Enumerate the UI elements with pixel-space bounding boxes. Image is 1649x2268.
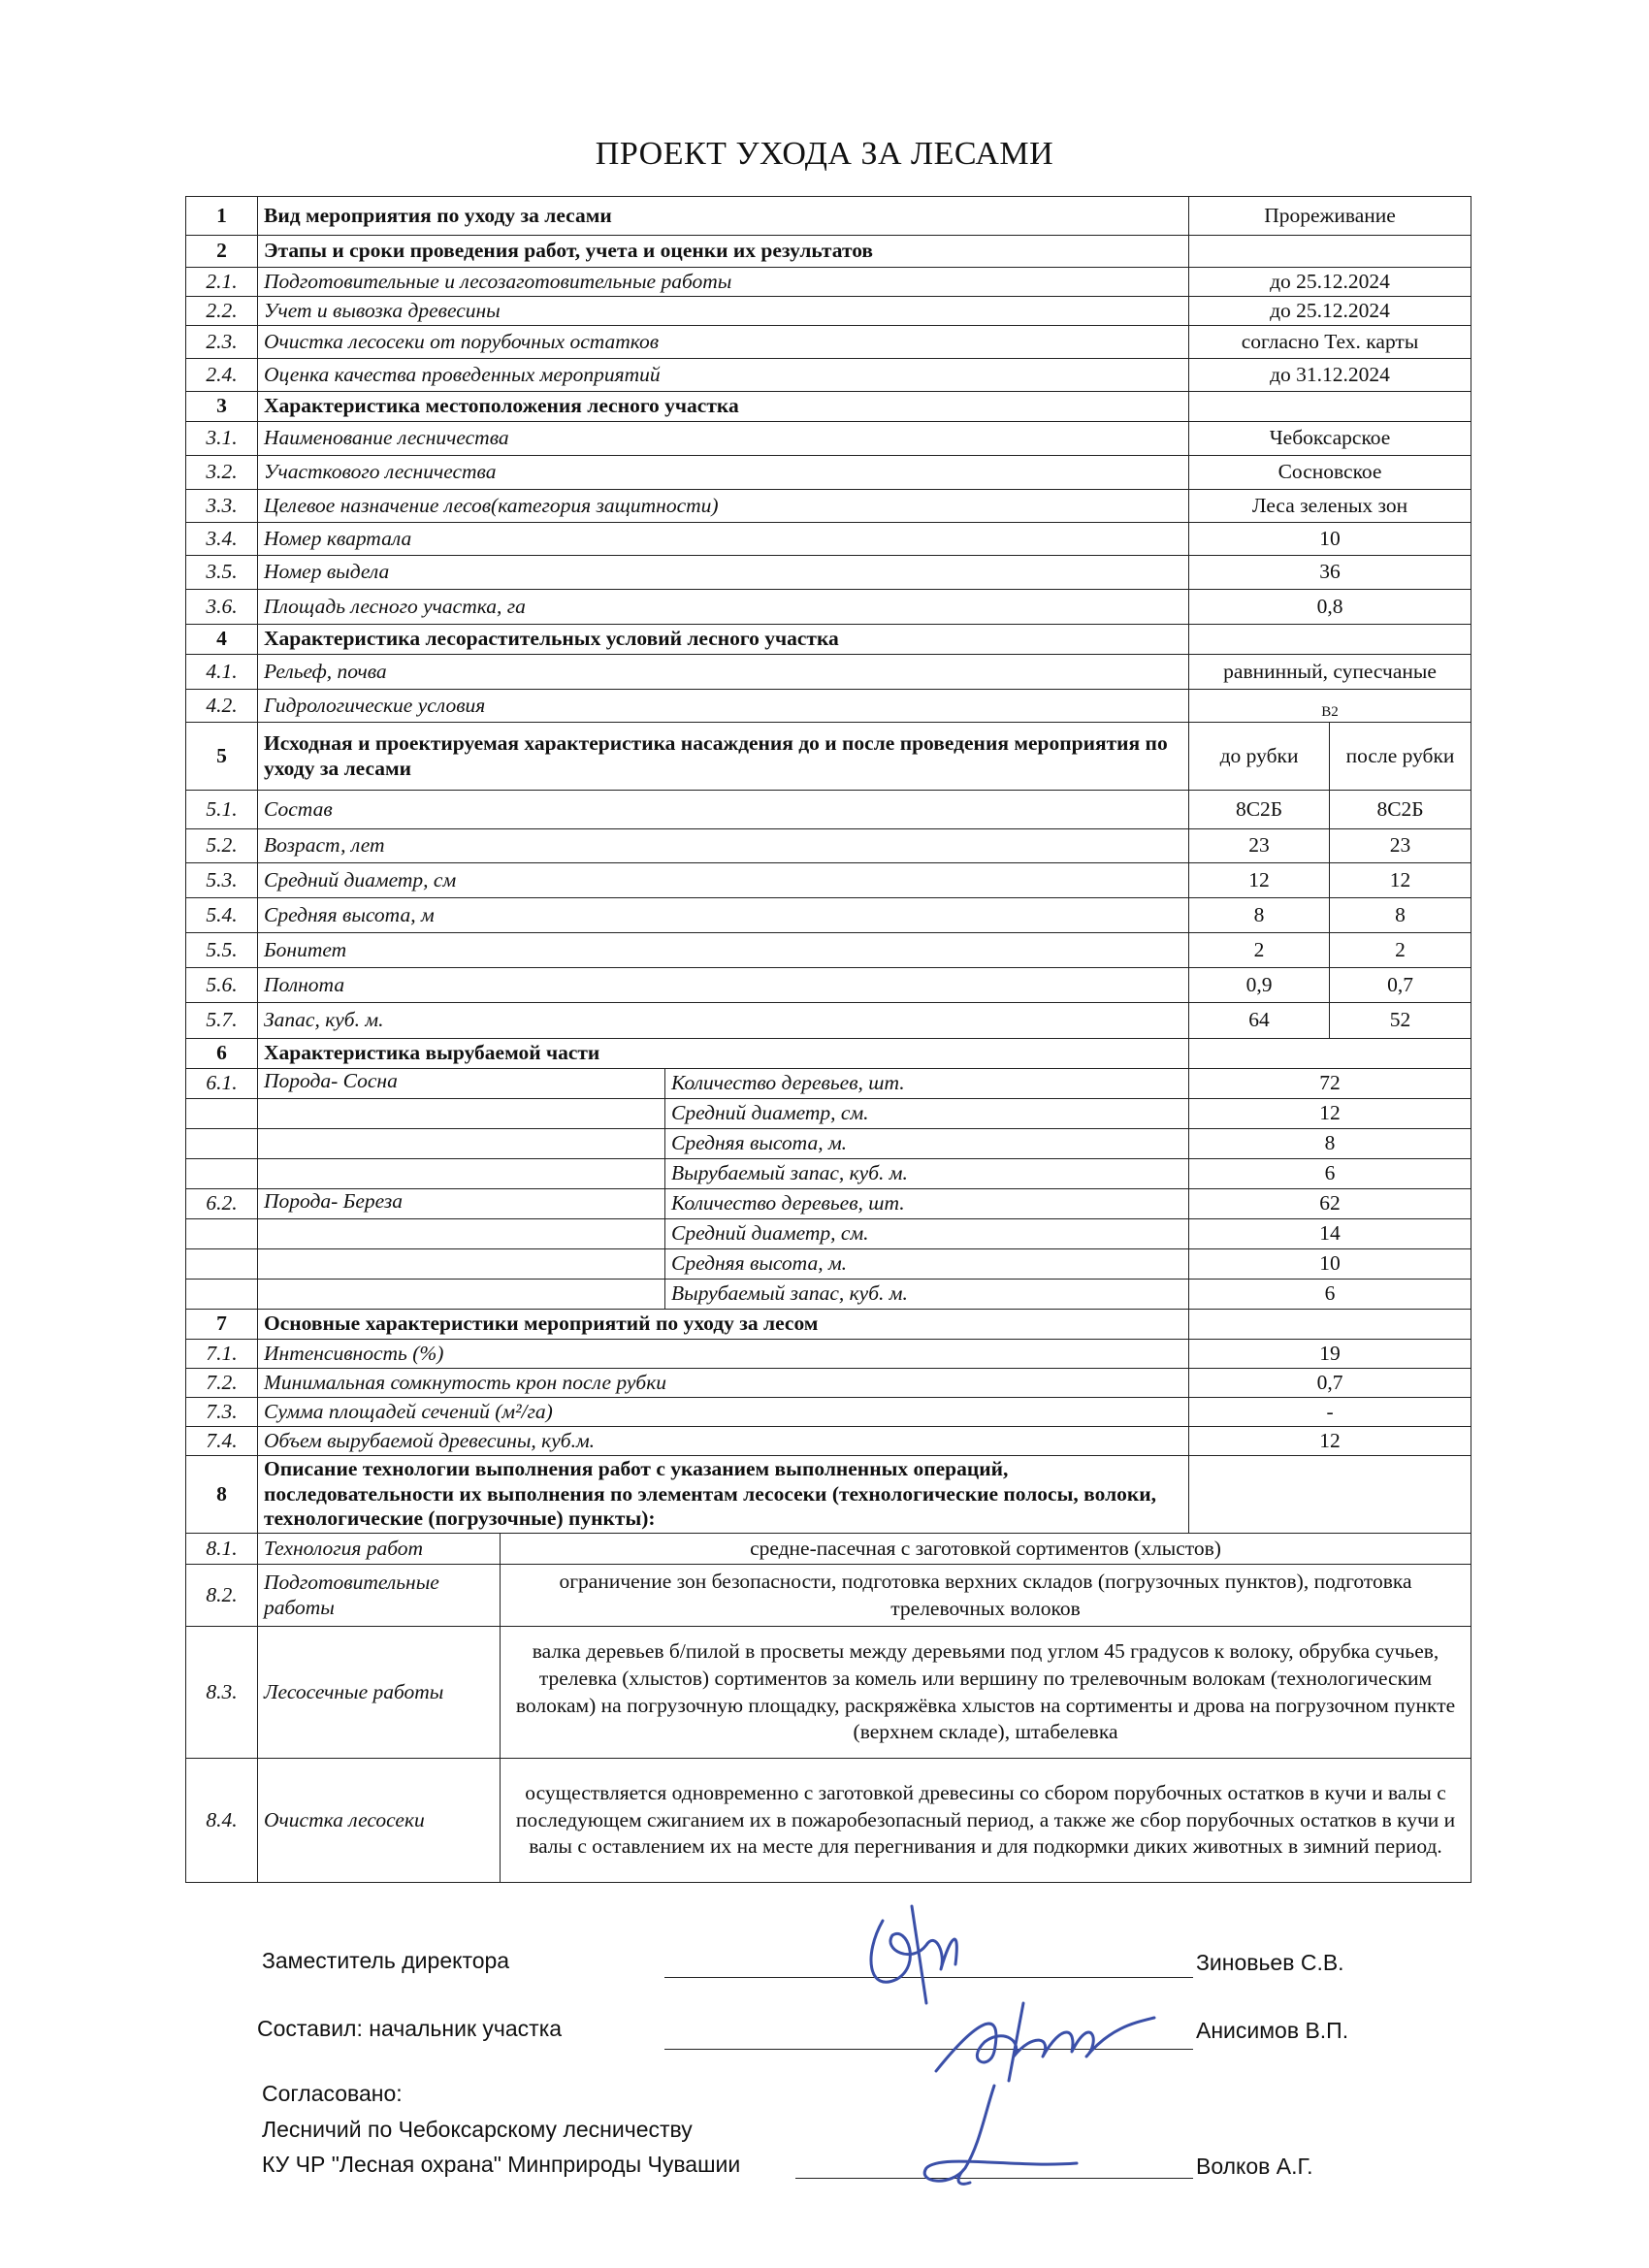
row-label: Интенсивность (%) (258, 1340, 1189, 1369)
table-cell (258, 1280, 665, 1310)
row-label: Целевое назначение лесов(категория защитности) (258, 490, 1189, 523)
value-before: 0,9 (1189, 968, 1330, 1003)
section-header-row (186, 1039, 1471, 1069)
value-after: 23 (1330, 829, 1471, 863)
row-number: 8.2. (186, 1565, 258, 1627)
section-title: Исходная и проектируемая характеристика насаждения до и после проведения мероприятия по уходу за лесами (258, 723, 1189, 791)
row-number: 2.3. (186, 326, 258, 359)
table-cell (1189, 236, 1471, 268)
row-value: Леса зеленых зон (1189, 490, 1471, 523)
param-value: 62 (1189, 1189, 1471, 1219)
row-label: Объем вырубаемой древесины, куб.м. (258, 1427, 1189, 1456)
approved-signature-scribble (897, 2076, 1091, 2202)
param-label: Средний диаметр, см. (665, 1099, 1189, 1129)
data-row (186, 297, 1471, 326)
row-number: 5.1. (186, 791, 258, 829)
row-label: Номер квартала (258, 523, 1189, 556)
param-value: 10 (1189, 1249, 1471, 1280)
data-row (186, 1249, 1471, 1280)
section-header-row (186, 1310, 1471, 1340)
param-value: 8 (1189, 1129, 1471, 1159)
data-row (186, 863, 1471, 898)
row-number: 3.4. (186, 523, 258, 556)
row-label: Лесосечные работы (258, 1627, 501, 1759)
table-cell (258, 1129, 665, 1159)
row-label: Подготовительные работы (258, 1565, 501, 1627)
row-number: 4.1. (186, 655, 258, 690)
value-after: 52 (1330, 1003, 1471, 1039)
table-cell (186, 1280, 258, 1310)
row-label: Бонитет (258, 933, 1189, 968)
row-label: Очистка лесосеки от порубочных остатков (258, 326, 1189, 359)
row-number: 7.4. (186, 1427, 258, 1456)
row-number: 8.3. (186, 1627, 258, 1759)
data-row (186, 1534, 1471, 1565)
section-title: Вид мероприятия по уходу за лесами (258, 197, 1189, 236)
table-cell (186, 1099, 258, 1129)
row-label: Сумма площадей сечений (м²/га) (258, 1398, 1189, 1427)
row-number: 7.2. (186, 1369, 258, 1398)
section-title: Характеристика местоположения лесного участка (258, 392, 1189, 422)
row-value: осуществляется одновременно с заготовкой древесины со сбором порубочных остатков в кучи и валы с последующем сжиганием их в пожаробезопасный период, а также же сбор порубочных остатков в кучи и валы с оставлением их на месте для перегнивания и для подкормки диких животных в зимний период. (501, 1759, 1471, 1883)
row-value: 10 (1189, 523, 1471, 556)
section-number: 4 (186, 625, 258, 655)
compiler-signature-scribble (917, 1984, 1169, 2090)
table-cell (258, 1219, 665, 1249)
param-label: Вырубаемый запас, куб. м. (665, 1280, 1189, 1310)
value-before: 2 (1189, 933, 1330, 968)
row-number: 8.4. (186, 1759, 258, 1883)
table-cell (186, 1249, 258, 1280)
row-value: Сосновское (1189, 456, 1471, 490)
section-title: Основные характеристики мероприятий по уходу за лесом (258, 1310, 1189, 1340)
row-number: 5.4. (186, 898, 258, 933)
param-value: 6 (1189, 1280, 1471, 1310)
row-label: Минимальная сомкнутость крон после рубки (258, 1369, 1189, 1398)
param-value: 12 (1189, 1099, 1471, 1129)
data-row (186, 1369, 1471, 1398)
row-value: согласно Тех. карты (1189, 326, 1471, 359)
value-before: 8 (1189, 898, 1330, 933)
row-number: 3.5. (186, 556, 258, 590)
row-label: Учет и вывозка древесины (258, 297, 1189, 326)
data-row (186, 655, 1471, 690)
row-number: 5.6. (186, 968, 258, 1003)
row-value: равнинный, супесчаные (1189, 655, 1471, 690)
data-row (186, 791, 1471, 829)
row-number: 3.6. (186, 590, 258, 625)
data-row (186, 1280, 1471, 1310)
table-cell (186, 1159, 258, 1189)
value-before: 23 (1189, 829, 1330, 863)
section-number: 8 (186, 1456, 258, 1534)
row-value: 12 (1189, 1427, 1471, 1456)
section-title: Этапы и сроки проведения работ, учета и оценки их результатов (258, 236, 1189, 268)
compiler-role: Составил: начальник участка (257, 2016, 563, 2041)
document-title: ПРОЕКТ УХОДА ЗА ЛЕСАМИ (595, 136, 1054, 172)
row-label: Площадь лесного участка, га (258, 590, 1189, 625)
row-value: - (1189, 1398, 1471, 1427)
forest-care-table (185, 196, 1471, 1883)
data-row (186, 1129, 1471, 1159)
table-cell (258, 1099, 665, 1129)
section-header-row (186, 197, 1471, 236)
row-number: 5.2. (186, 829, 258, 863)
row-label: Участкового лесничества (258, 456, 1189, 490)
table-cell (1189, 1039, 1471, 1069)
deputy-role: Заместитель директора (262, 1948, 510, 1973)
row-value: 0,8 (1189, 590, 1471, 625)
data-row (186, 1340, 1471, 1369)
row-label: Запас, куб. м. (258, 1003, 1189, 1039)
row-label: Состав (258, 791, 1189, 829)
section-number: 7 (186, 1310, 258, 1340)
section-header-row (186, 236, 1471, 268)
row-value: до 25.12.2024 (1189, 268, 1471, 297)
row-number: 8.1. (186, 1534, 258, 1565)
row-number: 7.1. (186, 1340, 258, 1369)
section-title: Характеристика лесорастительных условий лесного участка (258, 625, 1189, 655)
section-number: 3 (186, 392, 258, 422)
approved-heading: Согласовано: (262, 2081, 403, 2106)
data-row (186, 1565, 1471, 1627)
param-label: Количество деревьев, шт. (665, 1189, 1189, 1219)
row-value: Чебоксарское (1189, 422, 1471, 456)
value-before: 12 (1189, 863, 1330, 898)
species-name: Порода- Сосна (258, 1069, 665, 1099)
value-after: 0,7 (1330, 968, 1471, 1003)
row-label: Рельеф, почва (258, 655, 1189, 690)
section-header-row (186, 625, 1471, 655)
species-name: Порода- Береза (258, 1189, 665, 1219)
row-number: 5.7. (186, 1003, 258, 1039)
approved-line2: КУ ЧР "Лесная охрана" Минприроды Чувашии (262, 2152, 741, 2177)
row-number: 3.2. (186, 456, 258, 490)
data-row (186, 268, 1471, 297)
row-value: валка деревьев б/пилой в просветы между деревьями под углом 45 градусов к волоку, обрубка сучьев, трелевка (хлыстов) сортиментов за комель или вершину по трелевочным волокам (технологическим волокам) на погрузочную площадку, раскряжёвка хлыстов на сортименты и дрова на погрузочном пункте (верхнем складе), штабелевка (501, 1627, 1471, 1759)
row-number: 6.1. (186, 1069, 258, 1099)
table-cell (1189, 625, 1471, 655)
data-row (186, 422, 1471, 456)
section-header-row (186, 723, 1471, 791)
row-label: Подготовительные и лесозаготовительные работы (258, 268, 1189, 297)
data-row (186, 1627, 1471, 1759)
row-label: Средняя высота, м (258, 898, 1189, 933)
value-after: 12 (1330, 863, 1471, 898)
row-number: 3.1. (186, 422, 258, 456)
row-label: Номер выдела (258, 556, 1189, 590)
row-label: Возраст, лет (258, 829, 1189, 863)
section-number: 5 (186, 723, 258, 791)
table-cell (1189, 1310, 1471, 1340)
data-row (186, 1219, 1471, 1249)
deputy-name: Зиновьев С.В. (1196, 1950, 1344, 1975)
section-number: 2 (186, 236, 258, 268)
value-before: 64 (1189, 1003, 1330, 1039)
table-cell (258, 1159, 665, 1189)
column-header-after: после рубки (1330, 723, 1471, 791)
row-label: Наименование лесничества (258, 422, 1189, 456)
param-label: Вырубаемый запас, куб. м. (665, 1159, 1189, 1189)
row-label: Полнота (258, 968, 1189, 1003)
data-row (186, 1427, 1471, 1456)
data-row (186, 1099, 1471, 1129)
section-number: 1 (186, 197, 258, 236)
row-number: 2.4. (186, 359, 258, 392)
row-label: Очистка лесосеки (258, 1759, 501, 1883)
row-value: Прореживание (1189, 197, 1471, 236)
row-number: 2.2. (186, 297, 258, 326)
data-row (186, 590, 1471, 625)
value-after: 2 (1330, 933, 1471, 968)
row-value: В2 (1189, 690, 1471, 723)
row-number: 5.3. (186, 863, 258, 898)
table-cell (1189, 392, 1471, 422)
row-number: 5.5. (186, 933, 258, 968)
row-value: до 25.12.2024 (1189, 297, 1471, 326)
data-row (186, 1189, 1471, 1219)
param-label: Средний диаметр, см. (665, 1219, 1189, 1249)
row-value: ограничение зон безопасности, подготовка верхних складов (погрузочных пунктов), подготовка трелевочных волоков (501, 1565, 1471, 1627)
table-cell (258, 1249, 665, 1280)
row-label: Средний диаметр, см (258, 863, 1189, 898)
value-before: 8С2Б (1189, 791, 1330, 829)
row-value: 0,7 (1189, 1369, 1471, 1398)
approved-name: Волков А.Г. (1196, 2154, 1313, 2179)
data-row (186, 456, 1471, 490)
param-label: Средняя высота, м. (665, 1249, 1189, 1280)
row-number: 4.2. (186, 690, 258, 723)
data-row (186, 490, 1471, 523)
data-row (186, 556, 1471, 590)
table-cell (186, 1219, 258, 1249)
value-after: 8С2Б (1330, 791, 1471, 829)
row-label: Гидрологические условия (258, 690, 1189, 723)
row-value: до 31.12.2024 (1189, 359, 1471, 392)
row-label: Оценка качества проведенных мероприятий (258, 359, 1189, 392)
param-label: Количество деревьев, шт. (665, 1069, 1189, 1099)
data-row (186, 690, 1471, 723)
section-header-row (186, 1456, 1471, 1534)
section-number: 6 (186, 1039, 258, 1069)
data-row (186, 523, 1471, 556)
data-row (186, 359, 1471, 392)
data-row (186, 829, 1471, 863)
row-number: 2.1. (186, 268, 258, 297)
row-label: Технология работ (258, 1534, 501, 1565)
param-label: Средняя высота, м. (665, 1129, 1189, 1159)
table-cell (186, 1129, 258, 1159)
data-row (186, 933, 1471, 968)
approved-line1: Лесничий по Чебоксарскому лесничеству (262, 2117, 693, 2142)
section-title: Характеристика вырубаемой части (258, 1039, 1189, 1069)
table-cell (1189, 1456, 1471, 1534)
data-row (186, 326, 1471, 359)
data-row (186, 898, 1471, 933)
param-value: 6 (1189, 1159, 1471, 1189)
data-row (186, 1069, 1471, 1099)
compiler-name: Анисимов В.П. (1196, 2018, 1349, 2043)
section-title: Описание технологии выполнения работ с указанием выполненных операций, последовательности их выполнения по элементам лесосеки (технологические полосы, волоки, технологические (погрузочные) пункты): (258, 1456, 1189, 1534)
value-after: 8 (1330, 898, 1471, 933)
param-value: 72 (1189, 1069, 1471, 1099)
data-row (186, 1759, 1471, 1883)
data-row (186, 968, 1471, 1003)
row-value: 19 (1189, 1340, 1471, 1369)
data-row (186, 1398, 1471, 1427)
param-value: 14 (1189, 1219, 1471, 1249)
row-number: 7.3. (186, 1398, 258, 1427)
row-number: 6.2. (186, 1189, 258, 1219)
row-number: 3.3. (186, 490, 258, 523)
data-row (186, 1003, 1471, 1039)
column-header-before: до рубки (1189, 723, 1330, 791)
row-value: 36 (1189, 556, 1471, 590)
row-value: средне-пасечная с заготовкой сортиментов (хлыстов) (501, 1534, 1471, 1565)
section-header-row (186, 392, 1471, 422)
data-row (186, 1159, 1471, 1189)
